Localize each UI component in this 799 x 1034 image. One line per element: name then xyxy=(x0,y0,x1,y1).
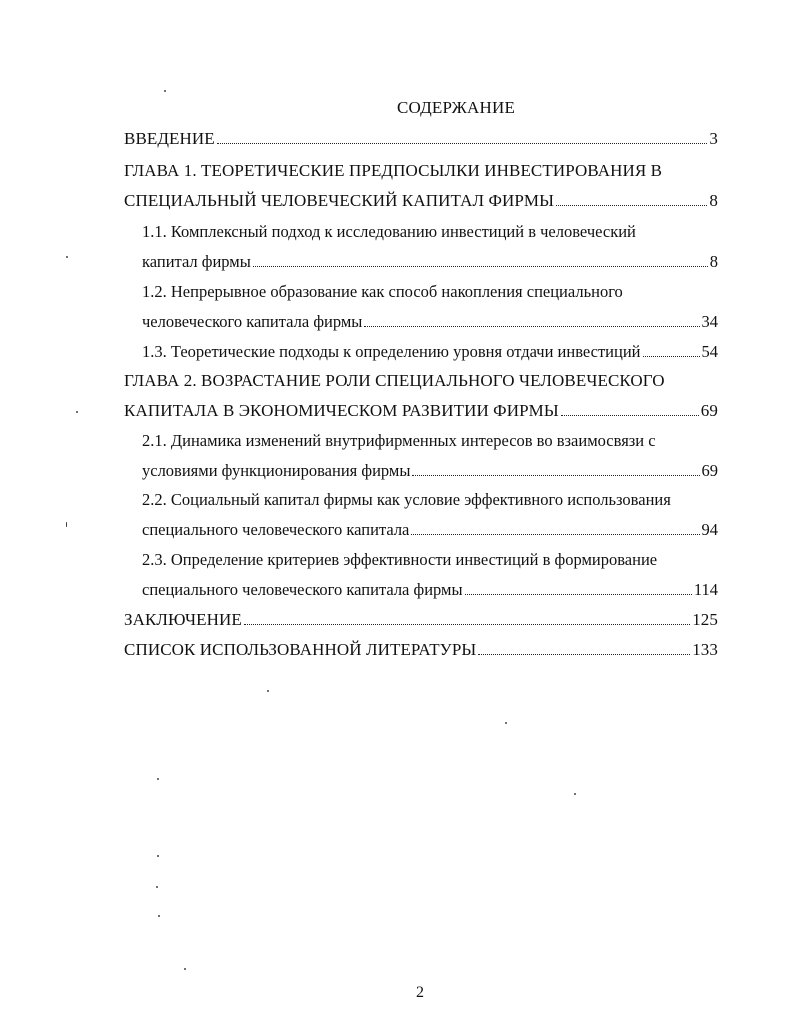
scan-speck xyxy=(505,722,507,724)
scan-speck xyxy=(267,690,269,692)
toc-entry-chapter-2-line-1[interactable]: ГЛАВА 2. ВОЗРАСТАНИЕ РОЛИ СПЕЦИАЛЬНОГО ЧЕЛОВЕЧЕСКОГО xyxy=(124,371,665,390)
toc-entry-chapter-1-line-1[interactable]: ГЛАВА 1. ТЕОРЕТИЧЕСКИЕ ПРЕДПОСЫЛКИ ИНВЕСТИРОВАНИЯ В xyxy=(124,161,663,180)
toc-entry-bibliography[interactable] xyxy=(124,640,718,660)
toc-page-number: 94 xyxy=(701,520,718,539)
dot-leader xyxy=(364,326,699,327)
toc-entry-1-1[interactable] xyxy=(142,252,718,272)
toc-page-number: 34 xyxy=(701,312,718,331)
toc-entry-text: ЗАКЛЮЧЕНИЕ xyxy=(124,610,242,629)
toc-entry-text: условиями функционирования фирмы xyxy=(142,461,411,480)
toc-entry-2-2[interactable] xyxy=(142,520,718,540)
dot-leader xyxy=(556,205,707,206)
toc-entry-text: специального человеческого капитала xyxy=(142,520,410,539)
toc-entry-2-3[interactable] xyxy=(142,580,718,600)
toc-entry-2-2-line-1[interactable]: 2.2. Социальный капитал фирмы как условие эффективного использования xyxy=(142,490,671,509)
toc-page-number: 114 xyxy=(693,580,718,599)
toc-entry-2-3-line-1[interactable]: 2.3. Определение критериев эффективности инвестиций в формирование xyxy=(142,550,658,569)
scan-speck xyxy=(76,411,78,413)
toc-page-number: 133 xyxy=(692,640,718,659)
toc-page-number: 69 xyxy=(700,401,718,420)
scan-speck xyxy=(157,855,159,857)
dot-leader xyxy=(217,143,708,144)
toc-entry-text: 1.3. Теоретические подходы к определению уровня отдачи инвестиций xyxy=(142,342,641,361)
toc-page-number: 8 xyxy=(709,252,718,271)
toc-entry-text: КАПИТАЛА В ЭКОНОМИЧЕСКОМ РАЗВИТИИ ФИРМЫ xyxy=(124,401,559,420)
dot-leader xyxy=(643,356,700,357)
scan-speck xyxy=(158,915,160,917)
dot-leader xyxy=(412,475,699,476)
toc-entry-text: СПИСОК ИСПОЛЬЗОВАННОЙ ЛИТЕРАТУРЫ xyxy=(124,640,477,659)
dot-leader xyxy=(244,624,690,625)
toc-entry-chapter-1[interactable] xyxy=(124,191,718,211)
scan-speck xyxy=(66,522,67,527)
dot-leader xyxy=(478,654,690,655)
scan-speck xyxy=(157,778,159,780)
toc-entry-text: ВВЕДЕНИЕ xyxy=(124,129,215,148)
toc-entry-text: СПЕЦИАЛЬНЫЙ ЧЕЛОВЕЧЕСКИЙ КАПИТАЛ ФИРМЫ xyxy=(124,191,555,210)
toc-entry-2-1-line-1[interactable]: 2.1. Динамика изменений внутрифирменных интересов во взаимосвязи с xyxy=(142,431,656,450)
dot-leader xyxy=(253,266,708,267)
toc-page-number: 54 xyxy=(701,342,718,361)
toc-entry-conclusion[interactable] xyxy=(124,610,718,630)
toc-page-number: 3 xyxy=(709,129,718,148)
toc-entry-1-3[interactable] xyxy=(142,342,718,362)
toc-entry-chapter-2[interactable] xyxy=(124,401,718,421)
toc-entry-introduction[interactable] xyxy=(124,129,718,149)
toc-page-number: 125 xyxy=(692,610,718,629)
toc-entry-text: капитал фирмы xyxy=(142,252,251,271)
toc-page-number: 69 xyxy=(701,461,718,480)
scan-speck xyxy=(66,256,68,258)
scan-speck xyxy=(574,793,576,795)
scan-speck xyxy=(164,90,166,92)
page-number: 2 xyxy=(416,984,424,1001)
dot-leader xyxy=(411,534,699,535)
scan-speck xyxy=(184,968,186,970)
scan-speck xyxy=(156,886,158,888)
toc-entry-1-2[interactable] xyxy=(142,312,718,332)
toc-entry-2-1[interactable] xyxy=(142,461,718,481)
dot-leader xyxy=(561,415,699,416)
toc-entry-1-1-line-1[interactable]: 1.1. Комплексный подход к исследованию инвестиций в человеческий xyxy=(142,222,636,241)
toc-entry-text: специального человеческого капитала фирмы xyxy=(142,580,463,599)
toc-entry-1-2-line-1[interactable]: 1.2. Непрерывное образование как способ накопления специального xyxy=(142,282,623,301)
toc-title: СОДЕРЖАНИЕ xyxy=(396,98,516,117)
dot-leader xyxy=(465,594,692,595)
toc-page-number: 8 xyxy=(709,191,718,210)
toc-entry-text: человеческого капитала фирмы xyxy=(142,312,363,331)
